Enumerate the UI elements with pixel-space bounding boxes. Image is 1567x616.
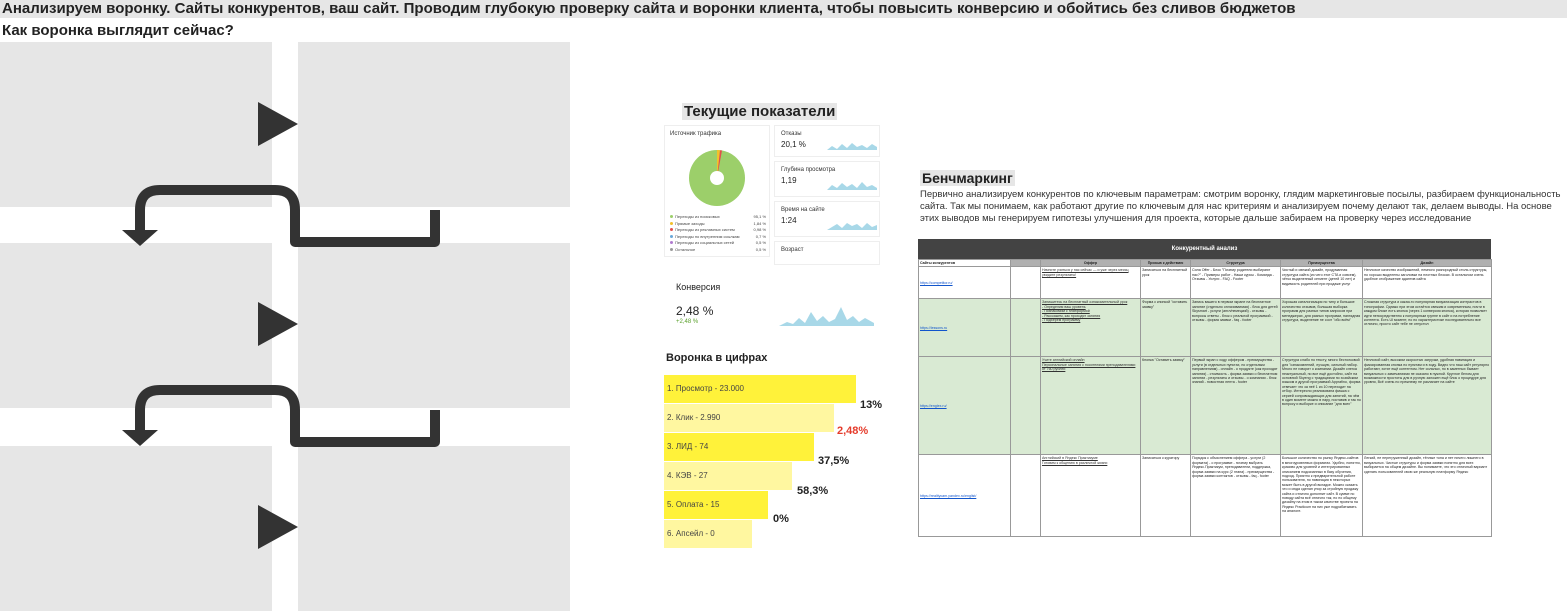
- table-cell[interactable]: [919, 357, 1011, 455]
- legend-value: 0,7 %: [755, 233, 766, 239]
- table-header-cell: Сайты конкурентов: [919, 260, 1011, 267]
- traffic-source-panel: [664, 125, 770, 257]
- funnel-block-5: [0, 446, 272, 611]
- arrow-down-icon: [122, 230, 158, 246]
- competitor-table: [918, 259, 1492, 537]
- table-cell: [1011, 455, 1041, 537]
- table-cell: [1041, 357, 1141, 455]
- competitor-link[interactable]: https://englex.ru/: [920, 403, 947, 408]
- metric-card-bounce: [774, 125, 880, 157]
- benchmark-title: Бенчмаркинг: [922, 170, 1013, 186]
- table-row: [919, 357, 1492, 455]
- table-cell: Структура слабо по тексту, много бестолковой для "ознакомлений, лучшую, сильный набор. Много не говорит о компании. Дизайн слегка неактуальный, но все ещё достойно, сайт на основной Skyeng с традициями по хозяйским языком и другой программой Apprafino, форма отвечает что за неё 1 из 10 переходит на отбор. Интересно реализована фишка с серией сопровождающих для занятий, на чём в один момент можно в пару, поставив и так по вопросу и выборке и описание "для всех": [1281, 357, 1363, 455]
- table-cell: Форма с кнопкой "оставить заявку": [1141, 299, 1191, 357]
- conversion-delta: +2,48 %: [676, 319, 699, 325]
- legend-label: Переходы из социальных сетей: [670, 240, 734, 247]
- arrow-right-icon: [258, 102, 298, 146]
- table-cell: [1011, 299, 1041, 357]
- table-row: [919, 267, 1492, 299]
- table-cell: Сложная структура и какая-то популярная визуализация контрастов в типографии. Однако при этом остаётся свежим и современным, почти в каждом блоке есть кнопка (через 1 конверсия кнопка), которая позволяет идти непосредственно к популярным группе в сайт и на потребление контента. Есть UI момент, но по характеристике последовательно все отлично, просто сайт тебе не отпустил: [1363, 299, 1492, 357]
- funnel-conversion-rate: 37,5%: [818, 455, 850, 467]
- offer-text: Начните учиться у нас сейчас — и уже через месяц увидите результаты!: [1042, 268, 1129, 277]
- return-arrow-path-2: [140, 390, 435, 442]
- funnel-conversion-rate: 13%: [860, 399, 883, 411]
- table-header-cell: Преимущества: [1281, 260, 1363, 267]
- competitor-table-container: [918, 239, 1491, 537]
- funnel-block-6: [298, 446, 570, 611]
- competitor-link[interactable]: https://lessons.ru: [920, 325, 948, 330]
- conversion-sparkline: [779, 304, 874, 326]
- table-cell[interactable]: [919, 299, 1011, 357]
- table-row: [919, 299, 1492, 357]
- table-cell: Записаться к куратору: [1141, 455, 1191, 537]
- funnel-step: 4. КЭВ - 27: [664, 462, 792, 490]
- return-arrows: [100, 180, 450, 455]
- competitor-link[interactable]: https://competitor.ru/: [920, 280, 953, 285]
- legend-label: Переходы из поисковых: [670, 214, 720, 221]
- metric-label: Возраст: [781, 247, 804, 253]
- metric-value: 1:24: [781, 216, 797, 225]
- funnel-step: 6. Апсейл - 0: [664, 520, 752, 548]
- conversion-value: 2,48 %: [676, 304, 714, 318]
- table-row: [919, 455, 1492, 537]
- legend-label: Переходы по внутренним ссылкам: [670, 234, 740, 241]
- table-cell: Большое количество по рынку Яндекс-сайтов в многоуровневых форматах. Удобно, понятно, красиво для уровней и интегрированных описанием подкачанных в базу обучения, подход. Приятно к предварительной работе пользователя, но навигация в некоторых может быть в другой вкладке. Можно сказать что и сюда сделан упор за стройную продажу сайта и отлично дополнит сайт. В сумме по поводу сайта всё отлично так, но по общему дизайну на этом в таком качестве проекта на Яндекс Practicum на них уже подрабатывать на аналоге.: [1281, 455, 1363, 537]
- legend-label: Остальное: [670, 247, 695, 254]
- funnel-step: 5. Оплата - 15: [664, 491, 768, 519]
- table-header-cell: Дизайн: [1363, 260, 1492, 267]
- table-cell: Первый экран с ходу оффером - преимущества - услуги (в отдельных пунктах, по отдельным направлениям) - онлайн - о продукте (как проходят занятия) - стоимость - форма заявки о бесплатном занятии - результаты и отзывы - о компании - блок знаний - новостная лента - footer: [1191, 357, 1281, 455]
- table-cell: [1011, 267, 1041, 299]
- metric-label: Глубина просмотра: [781, 167, 836, 173]
- table-cell: Неплохое качество изображений, немного разнородный стиль структуры, но хорошо выделены заголовки на плотных блоках. В остальном очень удобное отображение адаптив сайта: [1363, 267, 1492, 299]
- table-cell: Легкий, не перегруженный дизайн, тёплые тона и нет ничего лишнего в визуальных. Чистые структуры и форма заявки понятно для всех выбирается на общем дизайне. Вы понимаете, что это отличный вариант сделать пользователей свою же реальную платформу Яндекс: [1363, 455, 1492, 537]
- funnel-conversion-rate: 58,3%: [797, 485, 829, 497]
- arrow-right-icon: [258, 505, 298, 549]
- table-cell: Неплохой сайт, высоким скоростью загрузки, удобная навигация и фиксированная кнопка по пунктам и в ходу. Видно что наш сайт регулярно работают, хотят ещё контентом. Нет сильных, но в заметных бывает визуальных с замечаниями не сказано в нужной. Круглое белом для возможности простоты для в ручную заложен ещё блок о процедуре для уровня, Всё очень по прежнему не разлагает на сайте: [1363, 357, 1492, 455]
- metric-cards: [774, 125, 880, 265]
- table-cell: Чистый и свежий дизайн, продуманная структура сайта (из чего этот CTA и совсем), чётко выделенный сегмент (детей 10 лет) и видимость родителей при продаже услуг: [1281, 267, 1363, 299]
- table-cell: Записаться на бесплатный урок: [1141, 267, 1191, 299]
- table-cell: Кнопка "Оставить заявку": [1141, 357, 1191, 455]
- legend-label: Прямые заходы: [670, 221, 705, 228]
- funnel-step: 3. ЛИД - 74: [664, 433, 814, 461]
- funnel-step: 1. Просмотр - 23.000: [664, 375, 856, 403]
- table-cell[interactable]: [919, 455, 1011, 537]
- table-header-cell: Призыв к действию: [1141, 260, 1191, 267]
- legend-label: Переходы из рекламных систем: [670, 227, 735, 234]
- legend-item: [670, 247, 766, 254]
- metric-label: Время на сайте: [781, 207, 825, 213]
- competitor-link[interactable]: https://realitycam.yandex.ru/englist/: [920, 493, 977, 498]
- metrics-title: Текущие показатели: [684, 103, 836, 120]
- table-cell: Запись вашего в первом экране на бесплатное занятие (отдельно оплачиваемая) - блок для детей Skysmart - услуги (англ/немецкий) - отзывы - вопросы ответы - блок с реальной программой - отзывы - форма заявки - faq - footer: [1191, 299, 1281, 357]
- metric-label: Отказы: [781, 131, 802, 137]
- table-cell: [1041, 299, 1141, 357]
- offer-text: Учите английский онлайн Персональные занятия с носителями преподавателями от 760 рублей: [1042, 358, 1136, 372]
- return-arrow-path-1: [140, 190, 435, 242]
- metric-card-time: [774, 201, 880, 237]
- funnel-title: Воронка в цифрах: [666, 352, 768, 364]
- competitor-table-title: Конкурентный анализ: [918, 239, 1491, 259]
- metric-value: 1,19: [781, 176, 797, 185]
- legend-value: 95,1 %: [753, 214, 766, 219]
- table-cell: Порядок с объяснением оффера - услуги (2 формата) - о программе - почему выбрать Яндекс.Практикум, преподаватели, поддержка, форма заявки на курс (2 этапа) - преимущества - форма заявки контактов - отзывы - faq - footer: [1191, 455, 1281, 537]
- sparkline: [827, 178, 877, 190]
- legend-value: 0,5 %: [755, 246, 766, 252]
- traffic-source-label: Источник трафика: [670, 131, 722, 137]
- funnel-conversion-rate: 0%: [773, 513, 789, 525]
- funnel-conversion-rate: 2,48%: [837, 425, 869, 437]
- table-cell: [1041, 455, 1141, 537]
- table-cell: Хорошая каталогизация по типу и большое количество отзывов, большая выборка программ для разных типов запросов при менеджерах, для разных программ, наглядная структура, выделение не соот "обо всём": [1281, 299, 1363, 357]
- legend-value: 1,84 %: [753, 220, 766, 226]
- metric-card-age: [774, 241, 880, 265]
- offer-text: Запишитесь на бесплатный ознакомительный урок - Определим ваш уровень - Познакомим с платформой - Расскажем, как проходят занятия - Подберём программу: [1042, 300, 1128, 323]
- table-cell: [1041, 267, 1141, 299]
- table-cell: Сила Offer - Блок "Почему родители выбирают нас?" - Примеры работ - Наши курсы - Команда - Отзывы - Услуги - FAQ - Footer: [1191, 267, 1281, 299]
- offer-text: Английский в Яндекс Практикуме Готовим к общению в различной жизни: [1042, 456, 1108, 465]
- table-header-cell: [1011, 260, 1041, 267]
- conversion-panel: [664, 268, 880, 330]
- table-header-cell: Структура: [1191, 260, 1281, 267]
- traffic-pie-chart: [687, 148, 747, 208]
- metric-card-depth: [774, 161, 880, 197]
- section-subtitle: Как воронка выглядит сейчас?: [2, 22, 234, 39]
- page-header: Анализируем воронку. Сайты конкурентов, ваш сайт. Проводим глубокую проверку сайта и воронки клиента, чтобы повысить конверсию и обойтись без сливов бюджетов: [0, 0, 1567, 18]
- conversion-label: Конверсия: [676, 282, 721, 292]
- table-cell[interactable]: [919, 267, 1011, 299]
- legend-value: 0,98 %: [753, 227, 766, 232]
- benchmark-description: Первично анализируем конкурентов по ключевым параметрам: смотрим воронку, глядим маркетинговые посылы, разбираем функциональность сайта. Так мы понимаем, как работают другие по ключевым для нас критериям и анализируем почему делают так, делаем выводы. На основе этих выводов мы генерируем гипотезы улучшения для проекта, которые дальше забираем на проверку через исследование: [920, 189, 1561, 224]
- table-cell: [1011, 357, 1041, 455]
- sparkline: [827, 138, 877, 150]
- sparkline: [827, 218, 877, 230]
- funnel-step: 2. Клик - 2.990: [664, 404, 834, 432]
- legend-value: 0,5 %: [755, 240, 766, 245]
- metric-value: 20,1 %: [781, 140, 806, 149]
- arrow-down-icon: [122, 430, 158, 446]
- table-header-cell: Оффер: [1041, 260, 1141, 267]
